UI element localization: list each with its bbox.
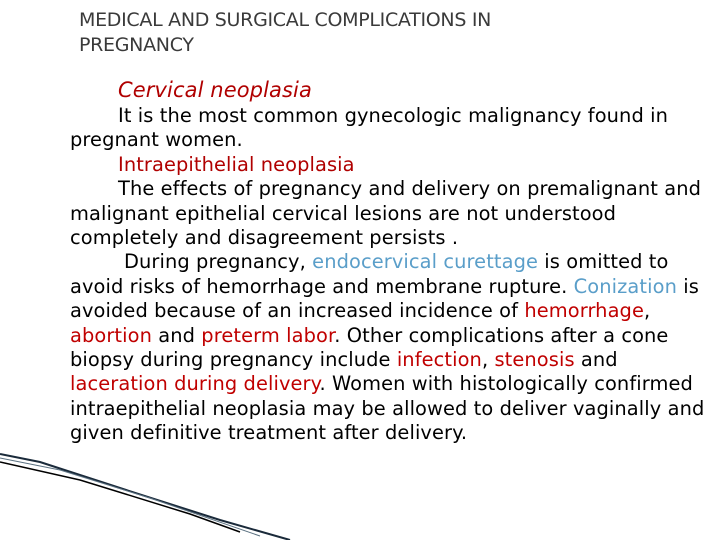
swoosh-line-accent [0, 462, 240, 532]
text-segment: is omitted to avoid risks of hemorrhage and membrane rupture. [70, 250, 669, 298]
text-segment: During pregnancy, [124, 250, 313, 274]
term-hemorrhage: hemorrhage [524, 299, 644, 323]
term-infection: infection [396, 348, 482, 372]
text-segment: . Women with histologically confirmed intraepithelial neoplasia may be allowed to deliver vaginally and given definitive treatment after delivery. [70, 372, 705, 445]
intro-paragraph: It is the most common gynecologic malignancy found in pregnant women. [70, 104, 668, 152]
text-segment: , [481, 348, 495, 372]
paragraph-complications [70, 250, 718, 445]
text-segment: and [151, 323, 202, 347]
slide-content [70, 76, 718, 446]
term-preterm-labor: preterm labor [201, 323, 335, 347]
text-segment: and [574, 348, 618, 372]
slide-title-line-2: PREGNANCY [79, 34, 194, 56]
term-laceration: laceration during delivery [70, 372, 320, 396]
text-segment: is avoided because of an increased incidence of [70, 274, 699, 323]
term-abortion: abortion [70, 323, 152, 347]
term-stenosis: stenosis [494, 348, 575, 372]
term-endocervical-curettage: endocervical curettage [312, 250, 539, 274]
text-segment: . Other complications after a cone biopsy during pregnancy include [70, 323, 669, 372]
swoosh-line-thin [0, 458, 260, 536]
swoosh-line-dark [0, 454, 290, 540]
slide-title [79, 8, 679, 58]
decorative-swoosh [0, 440, 360, 540]
text-segment: , [644, 299, 651, 323]
paragraph-effects: The effects of pregnancy and delivery on premalignant and malignant epithelial cervical lesions are not understood completely and disagreement persists . [70, 177, 702, 250]
term-conization: Conization [573, 274, 677, 298]
slide-title-line-1: MEDICAL AND SURGICAL COMPLICATIONS IN [79, 9, 492, 31]
section-heading: Cervical neoplasia [118, 78, 312, 102]
swoosh-shape-light [0, 450, 360, 540]
sub-heading: Intraepithelial neoplasia [118, 152, 355, 176]
